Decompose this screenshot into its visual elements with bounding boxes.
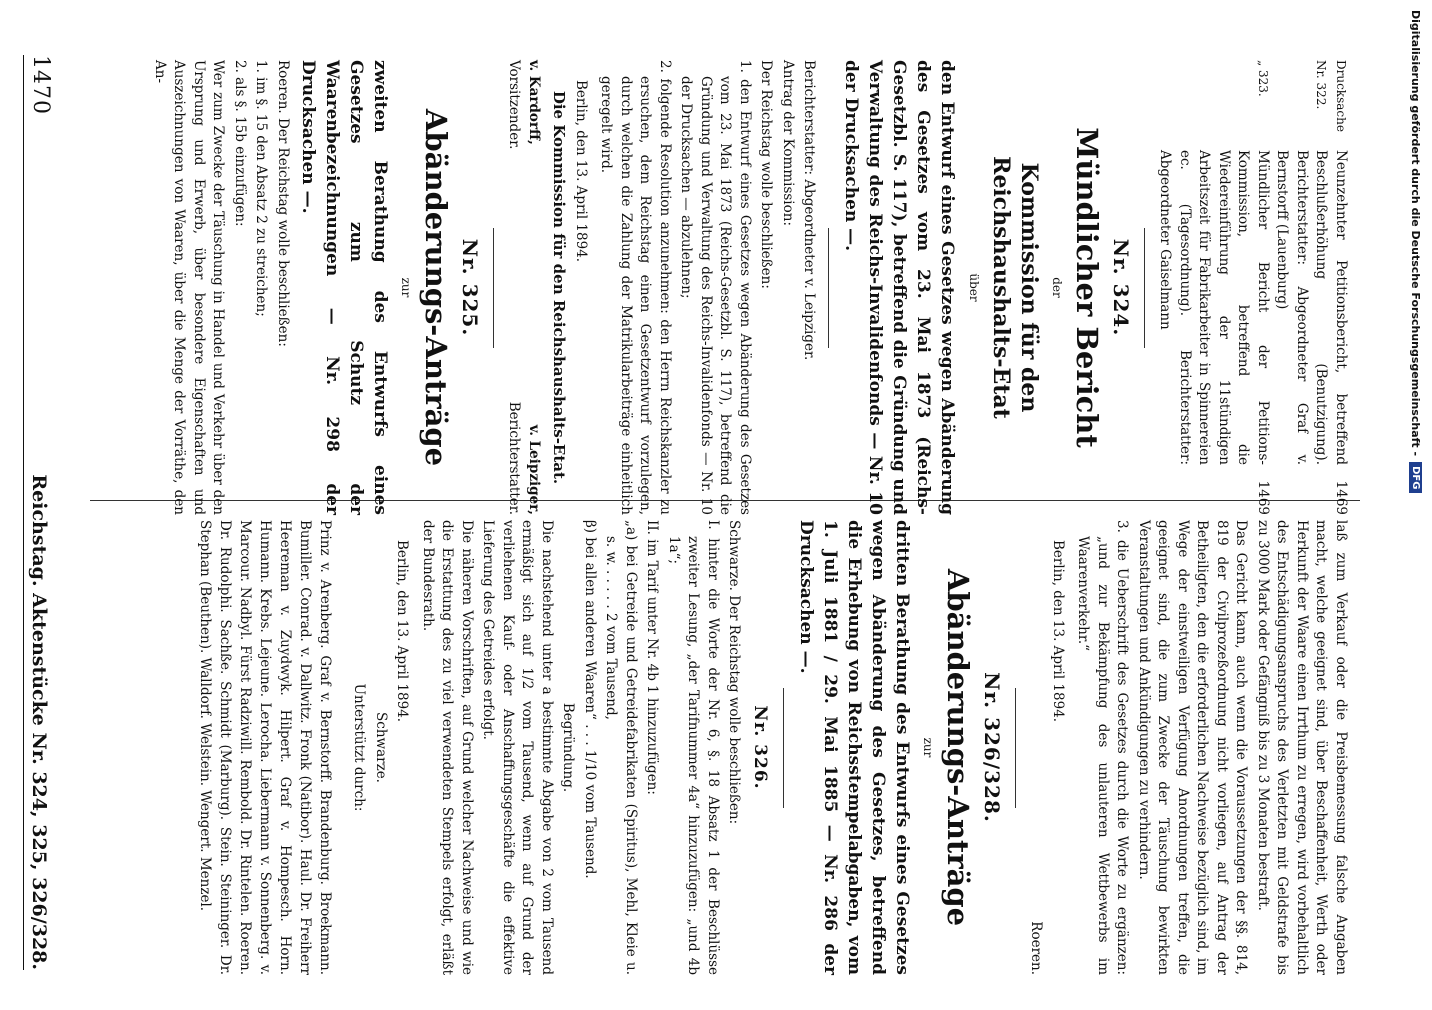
dfg-footer bbox=[1400, 0, 1432, 1000]
column-right bbox=[80, 520, 1350, 975]
nr326-begr-head: Begründung. bbox=[560, 702, 577, 793]
nr326-begr2: Die näheren Vorschriften, auf Grund welcher Nachweise und wie die Erstattung des zu viel verwendeten Stempels erfolgt, erläßt der Bundesrath. bbox=[420, 520, 475, 975]
section-rule bbox=[783, 688, 784, 808]
sig-left-role: Vorsitzender. bbox=[506, 60, 523, 150]
nr324-number: Nr. 324. bbox=[1109, 238, 1133, 337]
nr324-subject: den Entwurf eines Gesetzes wegen Abänderung des Gesetzes vom 23. Mai 1873 (Reichs-Gesetzbl. S. 117), betreffend die Gründung und Verwaltung des Reichs-Invalidenfonds — Nr. 10 der Drucksachen —. bbox=[841, 60, 958, 515]
nr325-number: Nr. 325. bbox=[458, 238, 482, 337]
nr324-item1: 1. den Entwurf eines Gesetzes wegen Abänderung des Gesetzes vom 23. Mai 1873 (Reichs-Gesetzbl. S. 117), betreffend die Gründung und Verwaltung des Reichs-Invalidenfonds — Nr. 10 der Drucksachen — abzulehnen; bbox=[678, 60, 753, 515]
nr326-number: Nr. 326/328. bbox=[980, 672, 1004, 823]
section-rule bbox=[493, 228, 494, 348]
nr324-title: Mündlicher Bericht bbox=[1070, 127, 1105, 448]
sig-left-name: v. Kardorff, bbox=[526, 60, 542, 145]
nr325-date: Berlin, den 13. April 1894. bbox=[1050, 540, 1066, 723]
nr324-antrag: Antrag der Kommission: bbox=[780, 60, 796, 226]
sig-right-name: v. Leipziger, bbox=[526, 424, 542, 515]
nr325-cont: laß zum Verkauf oder die Preisbemessung falsche Angaben macht, welche geeignet sind, über Beschaffenheit, Werth oder Herkunft der Waare einen Irrthum zu erregen, wird vorbehaltlich des Entschädigungsanspruchs des Verletzten mit Geldstrafe bis zu 3000 Mark oder Gefängniß bis zu 3 Monaten bestraft. bbox=[1255, 520, 1349, 975]
dfg-text: Digitalisierung gefördert durch die Deutsche Forschungsgemeinschaft - bbox=[1409, 10, 1423, 457]
nr325-signer: Roeren. bbox=[1028, 921, 1045, 975]
nr326-date: Berlin, den 13. April 1894. bbox=[394, 540, 411, 723]
nr326-schwarze: Schwarze. Der Reichstag wolle beschließen: bbox=[726, 520, 743, 825]
running-title: Reichstag. Aktenstücke Nr. 324, 325, 326/328. bbox=[28, 474, 50, 970]
page-number: 1470 bbox=[28, 55, 53, 115]
section-rule bbox=[829, 228, 830, 348]
nr325-item2: 2. als §. 15b einzufügen: bbox=[232, 60, 248, 227]
nr326-begr: Die nachstehend unter a bestimmte Abgabe von 2 vom Tausend ermäßigt sich auf 1/2 vom Tausend, wenn auf Grund der verliehenen Kauf- oder Anschaffungsgeschäfte die effektive Lieferung des Getreides erfolgt. bbox=[480, 520, 555, 975]
section-rule bbox=[1015, 688, 1016, 808]
nr324-signoff: Die Kommission für den Reichshaushalts-Etat. bbox=[550, 90, 569, 485]
nr325-item1: 1. im §. 15 den Absatz 2 zu streichen; bbox=[253, 60, 270, 317]
dfg-logo: DFG bbox=[1410, 462, 1423, 493]
petition-entry-323: „ 323. Mündlicher Bericht der Petitions-Kommission, betreffend die Wiedereinführung der 11stündigen Arbeitszeit für Fabrikarbeiter in Spinnereien ec. (Tagesordnung). Berichterstatter: Abgeordneter Gaiselmann 1469 bbox=[1157, 60, 1271, 515]
nr326-names: Prinz v. Arenberg. Graf v. Bernstorff. Brandenburg. Broekmann. Bumiller. Conrad. v. Dallwitz. Fronk (Natibor). Haul. Dr. Freiherr Heereman v. Zuydwyk. Hilpert. Graf v. Hompesch. Horn. Humann. Krebs. Lejeune. Lerocha. Liebermann v. Sonnenberg. v. Marcour. Nadbyl. Fürst Radziwill. Rembold. Dr. Rintelen. Roeren. Dr. Rudolphi. Sachße. Schmidt (Marburg). Stein. Steininger. Dr. Stephan (Beuthen). Walldorf. Welstein. Wengert. Menzel. bbox=[197, 520, 334, 975]
nr326-subnumber: Nr. 326. bbox=[750, 705, 770, 790]
nr324-date: Berlin, den 13. April 1894. bbox=[573, 80, 589, 263]
nr325-zur: zur bbox=[399, 277, 414, 298]
nr325-cont2: Das Gericht kann, auch wenn die Voraussetzungen der §§. 814, 819 der Civilprozeßordnung nicht vorliegen, auf Antrag der Betheiligten, den die erforderlichen Nachweise bezüglich sind, im Wege der einstweiligen Verfügung Anordnungen treffen, die geeignet sind, die zum Zwecke der Täuschung bewirkten Veranstaltungen und Ankündigungen zu verhindern. bbox=[1136, 520, 1250, 975]
nr325-title: Abänderungs-Anträge bbox=[419, 108, 454, 467]
nr324-beschliessen: Der Reichstag wolle beschließen: bbox=[758, 60, 775, 289]
section-rule bbox=[1144, 228, 1145, 348]
nr326-signer: Schwarze. bbox=[373, 712, 389, 783]
nr324-reporter: Berichterstatter: Abgeordneter v. Leipziger. bbox=[801, 60, 818, 361]
nr326-title: Abänderungs-Anträge bbox=[941, 568, 976, 927]
nr326-i1: I. hinter die Worte der Nr. 6, §. 18 Absatz 1 der Beschlüsse zweiter Lesung, „der Tarifnummer 4a“ hinzuzufügen: „und 4b 1a“; bbox=[666, 520, 721, 975]
nr326-unterst: Unterstützt durch: bbox=[351, 683, 368, 812]
nr325-subject: zweiten Berathung des Entwurfs eines Gesetzes zum Schutz der Waarenbezeichnungen — Nr. 298 der Drucksachen —. bbox=[298, 60, 390, 515]
nr324-ueber: über bbox=[967, 273, 981, 302]
nr326-i2a: „a) bei Getreide und Getreidefabrikaten (Spiritus), Mehl, Kleie u. s. w. . . . . . 2 vom Tausend, bbox=[603, 520, 639, 975]
nr325-item3: 3. die Ueberschrift des Gesetzes durch die Worte zu ergänzen: „und zur Bekämpfung des unlauteren Wettbewerbs im Waarenverkehr.“ bbox=[1075, 520, 1131, 975]
page-header bbox=[23, 55, 68, 970]
sig-right-role: Berichterstatter. bbox=[506, 401, 523, 515]
nr324-commission: Kommission für den Reichshaushalts-Etat bbox=[988, 156, 1042, 419]
nr326-subject: dritten Berathung des Entwurfs eines Gesetzes wegen Abänderung des Gesetzes, betreffend die Erhebung von Reichsstempelabgaben, vom 1. Juli 1881 / 29. Mai 1885 — Nr. 286 der Drucksachen —. bbox=[796, 520, 912, 975]
nr324-item2: 2. folgende Resolution anzunehmen: den Herrn Reichskanzler zu ersuchen, dem Reichstag einen Gesetzentwurf vorzulegen, durch welchen die Zahlung der Matrikularbeiträge einheitlich geregelt wird. bbox=[598, 60, 673, 515]
nr325-roeren: Roeren. Der Reichstag wolle beschließen: bbox=[275, 60, 291, 347]
nr324-signatures bbox=[504, 60, 543, 515]
nr326-zur: zur bbox=[921, 737, 936, 758]
nr326-i2: II. im Tarif unter Nr. 4b 1 hinzuzufügen: bbox=[644, 520, 661, 795]
nr326-i2b: β) bei allen anderen Waaren“ . . . 1/10 vom Tausend. bbox=[582, 520, 598, 879]
petition-entry-322: Drucksache Nr. 322. Neunzehnter Petitionsbericht, betreffend Beschlußerhöhung (Benutzigung). Berichterstatter: Abgeordneter Graf v. Bernstorff (Lauenburg) 1469 bbox=[1274, 60, 1349, 515]
nr325-item2-text: Wer zum Zwecke der Täuschung in Handel und Verkehr über den Ursprung und Erwerb, über besondere Eigenschaften und Auszeichnungen von Waaren, über die Menge der Vorräthe, den An- bbox=[152, 60, 227, 515]
nr324-der: der bbox=[1050, 277, 1065, 298]
column-left bbox=[80, 60, 1350, 515]
